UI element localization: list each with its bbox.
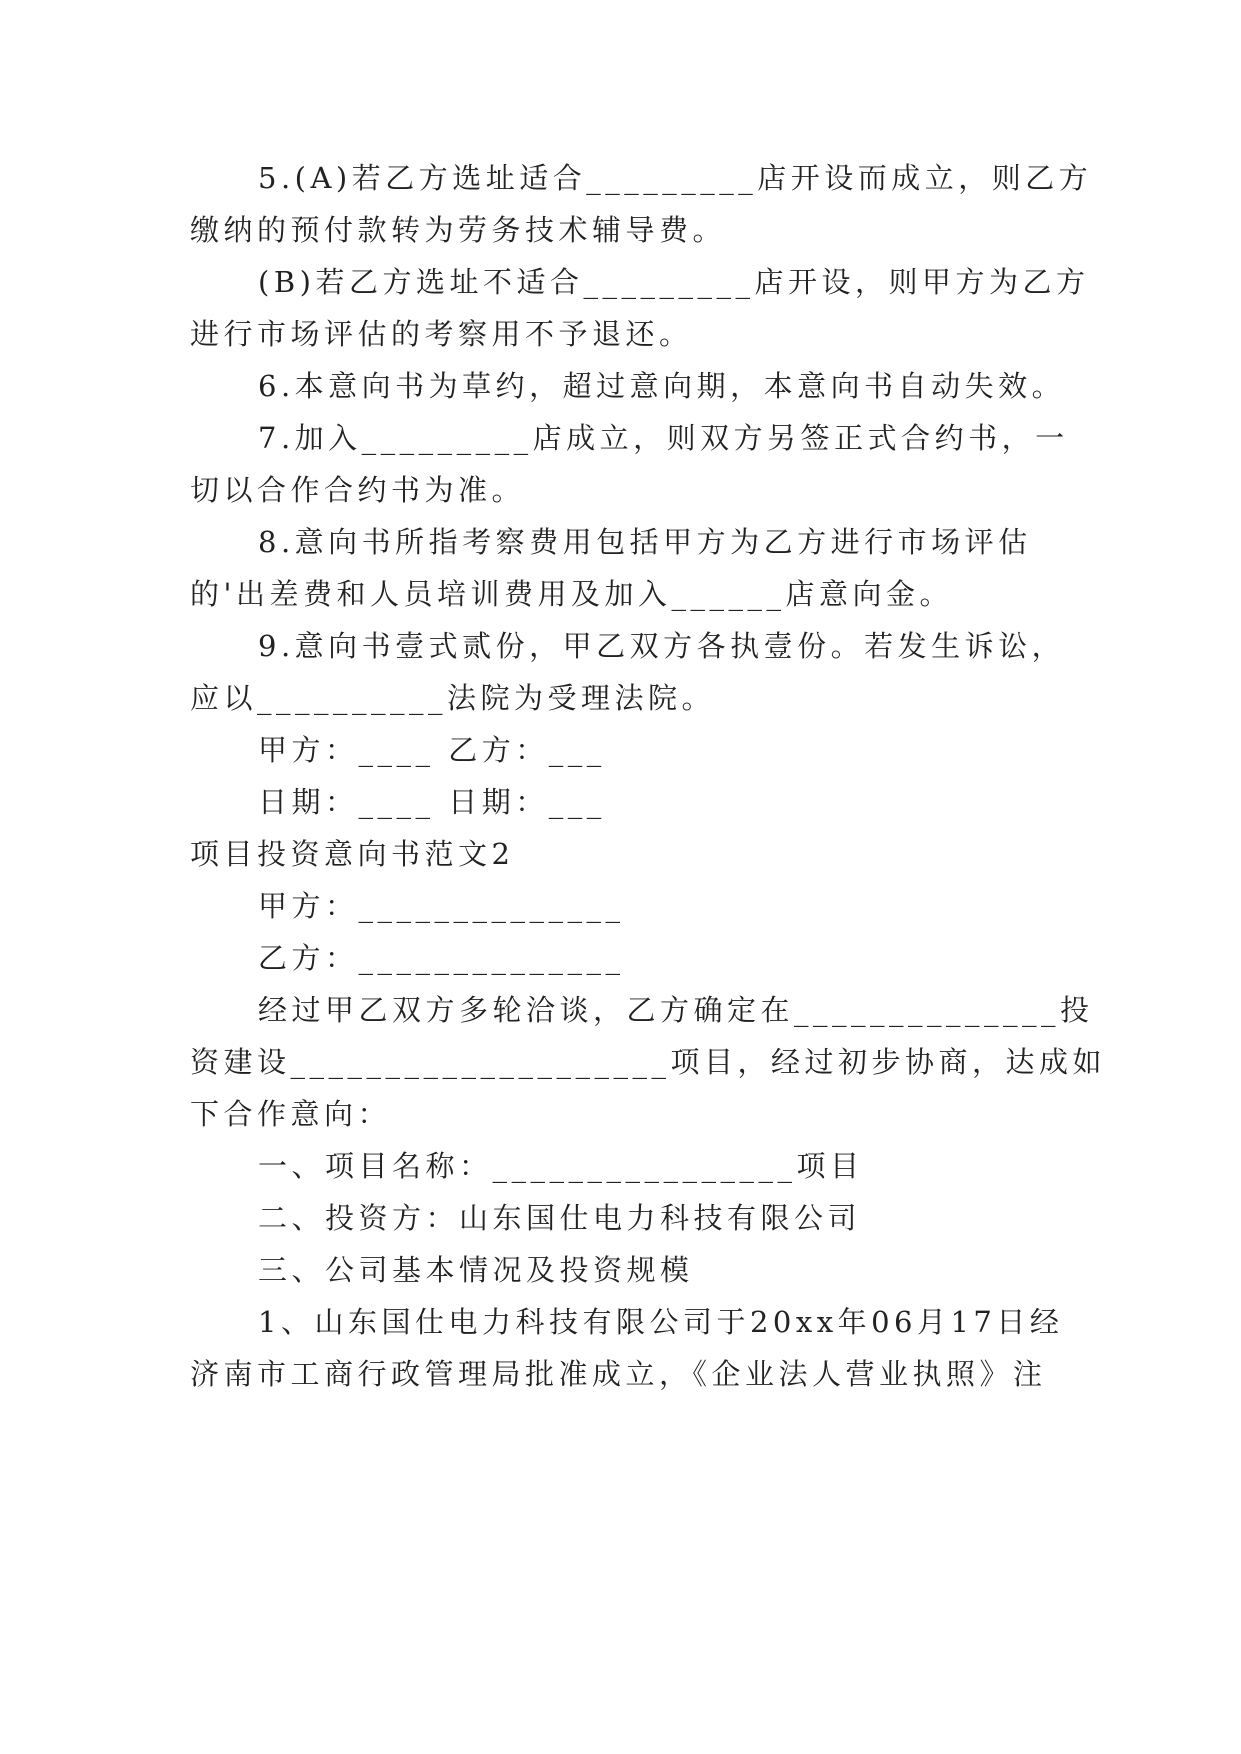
text-line: 9.意向书壹式贰份，甲乙双方各执壹份。若发生诉讼， bbox=[258, 629, 1066, 663]
text-line: 1、山东国仕电力科技有限公司于20xx年06月17日经 bbox=[258, 1305, 1064, 1339]
text-line: 一、项目名称：________________项目 bbox=[258, 1149, 864, 1183]
text-line: 资建设____________________项目，经过初步协商，达成如 bbox=[190, 1045, 1107, 1079]
party-a-line: 甲方：______________ bbox=[258, 889, 625, 923]
section-title: 项目投资意向书范文2 bbox=[190, 837, 515, 871]
text-line: 5.(A)若乙方选址适合_________店开设而成立，则乙方 bbox=[258, 161, 1093, 195]
text-line: 经过甲乙双方多轮洽谈，乙方确定在______________投 bbox=[258, 993, 1094, 1027]
party-b-line: 乙方：______________ bbox=[258, 941, 625, 975]
date-line: 日期：____ 日期：___ bbox=[258, 785, 606, 819]
text-line: 7.加入_________店成立，则双方另签正式合约书，一 bbox=[258, 421, 1069, 455]
text-line: (B)若乙方选址不适合_________店开设，则甲方为乙方 bbox=[258, 265, 1090, 299]
text-line: 三、公司基本情况及投资规模 bbox=[258, 1253, 694, 1287]
text-line: 进行市场评估的考察用不予退还。 bbox=[190, 317, 693, 351]
text-line: 下合作意向： bbox=[190, 1097, 392, 1131]
text-line: 二、投资方：山东国仕电力科技有限公司 bbox=[258, 1201, 862, 1235]
signature-line: 甲方：____ 乙方：___ bbox=[258, 733, 606, 767]
text-line: 济南市工商行政管理局批准成立，《企业法人营业执照》注 bbox=[190, 1357, 1047, 1391]
text-line: 的'出差费和人员培训费用及加入______店意向金。 bbox=[190, 577, 953, 611]
text-line: 缴纳的预付款转为劳务技术辅导费。 bbox=[190, 213, 727, 247]
text-line: 8.意向书所指考察费用包括甲方为乙方进行市场评估 bbox=[258, 525, 1032, 559]
text-line: 应以__________法院为受理法院。 bbox=[190, 681, 716, 715]
text-line: 切以合作合约书为准。 bbox=[190, 473, 526, 507]
text-line: 6.本意向书为草约，超过意向期，本意向书自动失效。 bbox=[258, 369, 1066, 403]
